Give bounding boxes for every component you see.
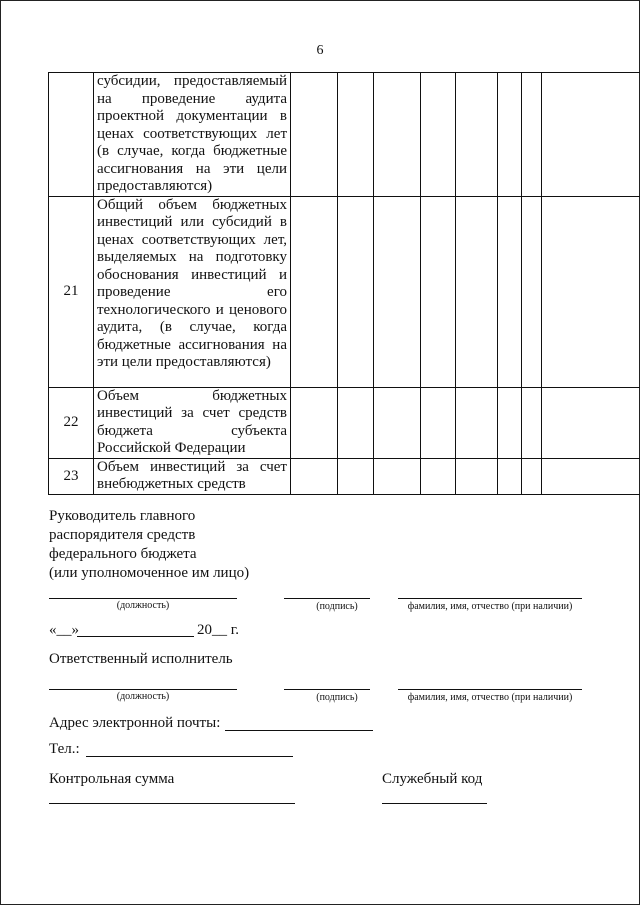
- manager-position-line[interactable]: [49, 598, 237, 599]
- page-number: 6: [316, 43, 324, 58]
- manager-title: Руководитель главного распорядителя средств федерального бюджета (или уполномоченное им лицо): [49, 508, 250, 581]
- signature-caption: (подпись): [316, 601, 358, 612]
- row-number: 22: [49, 387, 94, 458]
- table-row: [49, 73, 640, 197]
- responsible-signature-line[interactable]: [284, 689, 370, 690]
- position-caption: (должность): [116, 691, 170, 702]
- manager-signature-line[interactable]: [284, 598, 370, 599]
- checksum-line[interactable]: [49, 803, 295, 804]
- responsible-position-line[interactable]: [49, 689, 237, 690]
- row-description: Объем бюджетных инвестиций за счет средств бюджета субъекта Российской Федерации: [94, 387, 291, 458]
- checksum-label: Контрольная сумма: [49, 771, 175, 787]
- investment-table: [48, 72, 640, 495]
- fio-caption: фамилия, имя, отчество (при наличии): [407, 692, 573, 703]
- service-code-label: Служебный код: [382, 771, 483, 787]
- date-day: «__»: [49, 622, 79, 638]
- table-row: [49, 387, 640, 458]
- manager-fio-line[interactable]: [398, 598, 582, 599]
- position-caption: (должность): [116, 600, 170, 611]
- date-year: 20__ г.: [197, 622, 239, 638]
- email-label: Адрес электронной почты:: [49, 715, 221, 731]
- responsible-fio-line[interactable]: [398, 689, 582, 690]
- row-description: субсидии, предоставляемый на проведение аудита проектной документации в ценах соответствующих лет (в случае, когда бюджетные ассигнования на эти цели предоставляются): [94, 73, 291, 197]
- phone-line[interactable]: [86, 756, 293, 757]
- responsible-label: Ответственный исполнитель: [49, 651, 233, 667]
- row-number: [49, 73, 94, 197]
- service-code-line[interactable]: [382, 803, 487, 804]
- row-number: 21: [49, 196, 94, 387]
- row-description: Общий объем бюджетных инвестиций или субсидий в ценах соответствующих лет, выделяемых на подготовку обоснования инвестиций и проведение его технологического и ценового аудита, (в случае, когда бюджетные ассигнования на эти цели предоставляются): [94, 196, 291, 387]
- table-row: [49, 458, 640, 494]
- row-number: 23: [49, 458, 94, 494]
- date-month-line[interactable]: [77, 636, 194, 637]
- fio-caption: фамилия, имя, отчество (при наличии): [407, 601, 573, 612]
- table-row: [49, 196, 640, 387]
- signature-caption: (подпись): [316, 692, 358, 703]
- phone-label: Тел.:: [49, 741, 80, 757]
- email-line[interactable]: [225, 730, 373, 731]
- row-description: Объем инвестиций за счет внебюджетных средств: [94, 458, 291, 494]
